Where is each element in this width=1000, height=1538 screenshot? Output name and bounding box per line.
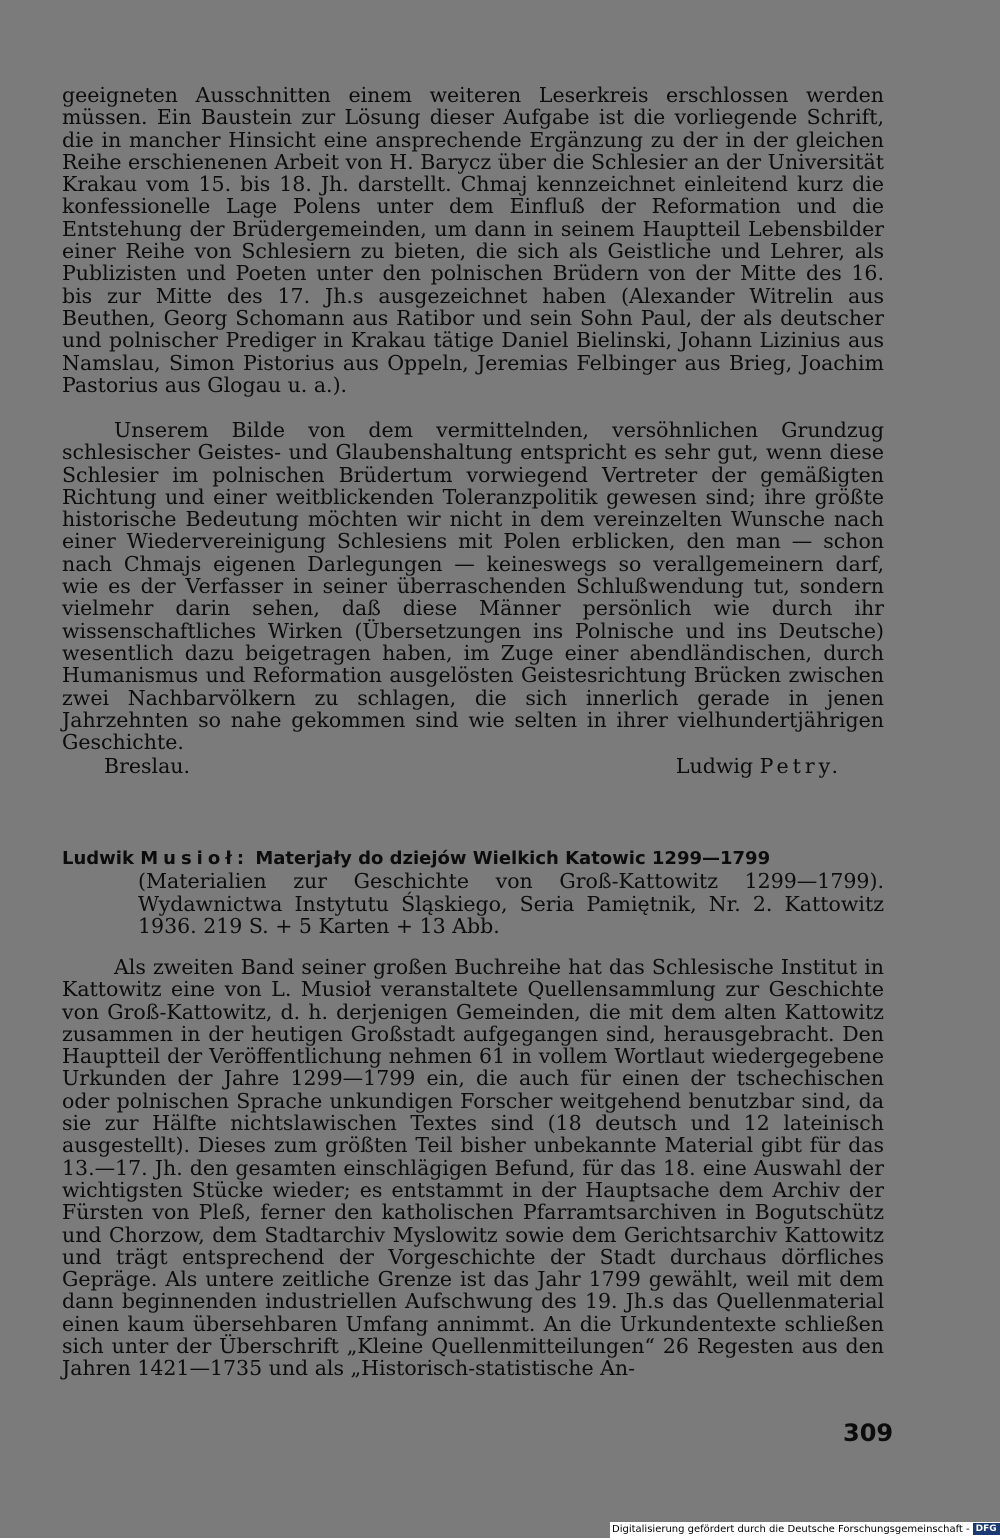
page-number: 309 xyxy=(843,1419,894,1447)
entry-author-last: Musioł: xyxy=(140,848,250,869)
review-text-continued xyxy=(62,84,884,396)
entry-author-first: Ludwik xyxy=(62,848,134,869)
review-text-musiol xyxy=(62,956,884,1380)
bibliographic-entry xyxy=(62,848,884,938)
reviewer-first-name: Ludwig xyxy=(675,754,754,778)
paragraph: Als zweiten Band seiner großen Buchreihe hat das Schlesische Institut in Kattowitz eine von L. Musioł veranstaltete Quellensammlung zur Geschichte von Groß-Kattowitz, d. h. derjenigen Gemeinden, die mit dem alten Kattowitz zusammen in der heutigen Großstadt aufgegangen sind, herausgebracht. Den Hauptteil der Veröffentlichung nehmen 61 in vollem Wortlaut wiedergegebene Urkunden der Jahre 1299—1799 ein, die auch für einen der tschechischen oder polnischen Sprache unkundigen Forscher weitgehend benutzbar sind, da sie zur Hälfte nichtslawischen Textes sind (18 deutsch und 12 lateinisch ausgestellt). Dieses zum größten Teil bisher unbekannte Material gibt für das 13.—17. Jh. den gesamten einschlägigen Befund, für das 18. eine Auswahl der wichtigsten Stücke wieder; es entstammt in der Hauptsache dem Archiv der Fürsten von Pleß, ferner den katholischen Pfarramtsarchiven in Bogutschütz und Chorzow, dem Stadtarchiv Myslowitz sowie dem Gerichtsarchiv Kattowitz und trägt entsprechend der Vorgeschichte der Stadt durchaus dörfliches Gepräge. Als untere zeitliche Grenze ist das Jahr 1799 gewählt, weil mit dem dann beginnenden industriellen Aufschwung des 19. Jh.s das Quellenmaterial einen kaum übersehbaren Umfang annimmt. An die Urkundentexte schließen sich unter der Überschrift „Kleine Quellenmitteilungen“ 26 Regesten aus den Jahren 1421—1735 und als „Historisch-statistische An- xyxy=(62,955,884,1381)
signoff-place: Breslau. xyxy=(104,754,191,778)
footer-text: Digitalisierung gefördert durch die Deutsche Forschungsgemeinschaft - xyxy=(612,1524,970,1535)
review-signoff xyxy=(62,755,884,779)
dfg-logo: DFG xyxy=(973,1523,1000,1535)
entry-heading xyxy=(62,848,884,870)
paragraph: geeigneten Ausschnitten einem weiteren Leserkreis erschlossen werden müssen. Ein Baustein zur Lösung dieser Aufgabe ist die vorliegende Schrift, die in mancher Hinsicht eine ansprechende Ergänzung zu der in der gleichen Reihe erschienenen Arbeit von H. Barycz über die Schlesier an der Universität Krakau vom 15. bis 18. Jh. darstellt. Chmaj kennzeichnet einleitend kurz die konfessionelle Lage Polens unter dem Einfluß der Reformation und die Entstehung der Brüdergemeinden, um dann in seinem Hauptteil Lebensbilder einer Reihe von Schlesiern zu bieten, die sich als Geistliche und Lehrer, als Publizisten und Poeten unter den polnischen Brüdern von der Mitte des 16. bis zur Mitte des 17. Jh.s ausgezeichnet haben (Alexander Witrelin aus Beuthen, Georg Schomann aus Ratibor und sein Sohn Paul, der als deutscher und polnischer Prediger in Krakau tätige Daniel Bielinski, Johann Lizinius aus Namslau, Simon Pistorius aus Oppeln, Jeremias Felbinger aus Brieg, Joachim Pastorius aus Glogau u. a.). xyxy=(62,83,884,397)
paragraph: Unserem Bilde von dem vermittelnden, versöhnlichen Grundzug schlesischer Geistes- und Glaubenshaltung entspricht es sehr gut, wenn diese Schlesier im polnischen Brüdertum vorwiegend Vertreter der gemäßigten Richtung und einer weitblickenden Toleranzpolitik gewesen sind; ihre größte historische Bedeutung möchten wir nicht in dem vereinzelten Wunsche nach einer Wiedervereinigung Schlesiens mit Polen erblicken, den man — schon nach Chmajs eigenen Darlegungen — keineswegs so verallgemeinern darf, wie es der Verfasser in seiner überraschenden Schlußwendung tut, sondern vielmehr darin sehen, daß diese Männer persönlich wie durch ihr wissenschaftliches Wirken (Übersetzungen ins Polnische und ins Deutsche) wesentlich dazu beigetragen haben, im Zuge einer abendländischen, durch Humanismus und Reformation ausgelösten Geistesrichtung Brücken zwischen zwei Nachbarvölkern zu schlagen, die sich innerlich gerade in jenen Jahrzehnten so nahe gekommen sind wie selten in ihrer vielhundertjährigen Geschichte. xyxy=(62,418,884,755)
entry-title: Materjały do dziejów Wielkich Katowic 1299—1799 xyxy=(255,848,771,869)
digitization-footer xyxy=(610,1522,1000,1538)
reviewer-last-name: Petry. xyxy=(759,754,842,778)
entry-subtitle: (Materialien zur Geschichte von Groß-Kattowitz 1299—1799). Wydawnictwa Instytutu Śląskiego, Seria Pamiętnik, Nr. 2. Kattowitz 1936. 219 S. + 5 Karten + 13 Abb. xyxy=(138,869,884,938)
reviewer-name xyxy=(676,755,842,777)
review-text-conclusion xyxy=(62,419,884,753)
